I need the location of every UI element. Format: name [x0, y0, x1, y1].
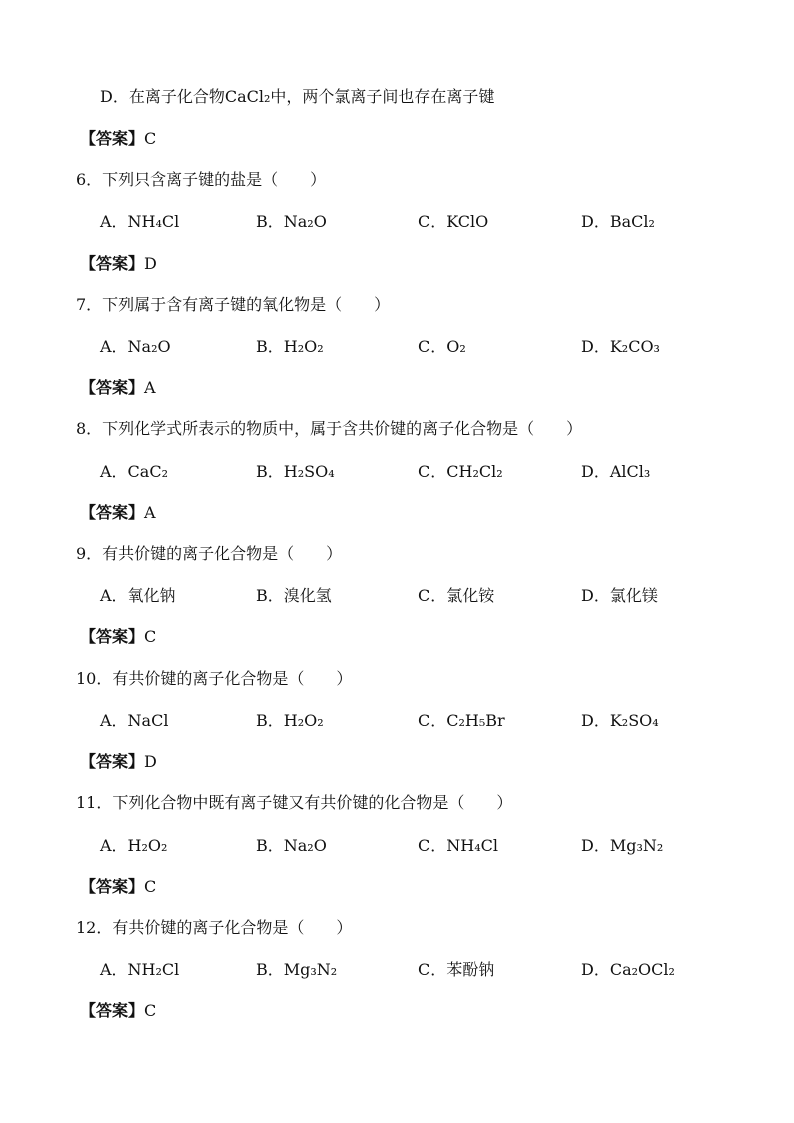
question-9-stem: 9．有共价键的离子化合物是（ ）: [76, 544, 343, 563]
question-7-option-c: C．O₂: [418, 337, 466, 356]
answer-value: C: [144, 129, 157, 148]
question-6-option-c: C．KClO: [418, 212, 489, 231]
question-11-option-d: D．Mg₃N₂: [581, 836, 664, 855]
answer-label: 【答案】: [80, 1001, 145, 1020]
question-7-stem: 7．下列属于含有离子键的氧化物是（ ）: [76, 295, 391, 314]
answer-value: D: [144, 752, 157, 771]
question-5-answer: [80, 129, 156, 149]
question-11-option-b: B．Na₂O: [256, 836, 327, 855]
question-10-option-d: D．K₂SO₄: [581, 711, 659, 730]
question-9-option-a: A．氧化钠: [100, 586, 176, 605]
question-8-stem: 8．下列化学式所表示的物质中，属于含共价键的离子化合物是（ ）: [76, 419, 583, 438]
question-9-answer: [80, 627, 156, 647]
answer-label: 【答案】: [80, 627, 145, 646]
question-8-answer: [80, 503, 156, 523]
question-6-option-a: A．NH₄Cl: [100, 212, 180, 231]
answer-label: 【答案】: [80, 877, 145, 896]
option-text: D．在离子化合物CaCl₂中，两个氯离子间也存在离子键: [100, 87, 495, 106]
answer-value: A: [144, 503, 156, 522]
question-11-stem: 11．下列化合物中既有离子键又有共价键的化合物是（ ）: [76, 793, 513, 812]
question-9-option-d: D．氯化镁: [581, 586, 658, 605]
question-6-option-b: B．Na₂O: [256, 212, 327, 231]
question-12-stem: 12．有共价键的离子化合物是（ ）: [76, 918, 353, 937]
question-5-option-d: [100, 87, 494, 107]
question-8-option-b: B．H₂SO₄: [256, 462, 335, 481]
question-6-answer: [80, 254, 157, 274]
question-12-answer: [80, 1001, 156, 1021]
question-7-answer: [80, 378, 156, 398]
question-10-stem: 10．有共价键的离子化合物是（ ）: [76, 669, 353, 688]
answer-value: C: [144, 627, 157, 646]
question-10-option-a: A．NaCl: [100, 711, 169, 730]
answer-value: A: [144, 378, 156, 397]
answer-label: 【答案】: [80, 254, 145, 273]
answer-label: 【答案】: [80, 129, 145, 148]
question-12-option-b: B．Mg₃N₂: [256, 960, 338, 979]
question-11-option-c: C．NH₄Cl: [418, 836, 498, 855]
question-7-option-b: B．H₂O₂: [256, 337, 324, 356]
question-8-option-c: C．CH₂Cl₂: [418, 462, 503, 481]
question-11-option-a: A．H₂O₂: [100, 836, 168, 855]
question-7-option-a: A．Na₂O: [100, 337, 171, 356]
question-9-option-c: C．氯化铵: [418, 586, 495, 605]
question-6-stem: 6．下列只含离子键的盐是（ ）: [76, 170, 327, 189]
answer-label: 【答案】: [80, 378, 145, 397]
answer-value: D: [144, 254, 157, 273]
question-9-option-b: B．溴化氢: [256, 586, 332, 605]
question-10-option-b: B．H₂O₂: [256, 711, 324, 730]
question-12-option-a: A．NH₂Cl: [100, 960, 180, 979]
question-6-option-d: D．BaCl₂: [581, 212, 655, 231]
answer-value: C: [144, 877, 157, 896]
question-11-answer: [80, 877, 156, 897]
question-12-option-d: D．Ca₂OCl₂: [581, 960, 675, 979]
answer-label: 【答案】: [80, 752, 145, 771]
answer-value: C: [144, 1001, 157, 1020]
question-12-option-c: C．苯酚钠: [418, 960, 495, 979]
question-8-option-a: A．CaC₂: [100, 462, 168, 481]
answer-label: 【答案】: [80, 503, 145, 522]
question-7-option-d: D．K₂CO₃: [581, 337, 660, 356]
question-8-option-d: D．AlCl₃: [581, 462, 651, 481]
question-10-option-c: C．C₂H₅Br: [418, 711, 505, 730]
question-10-answer: [80, 752, 157, 772]
